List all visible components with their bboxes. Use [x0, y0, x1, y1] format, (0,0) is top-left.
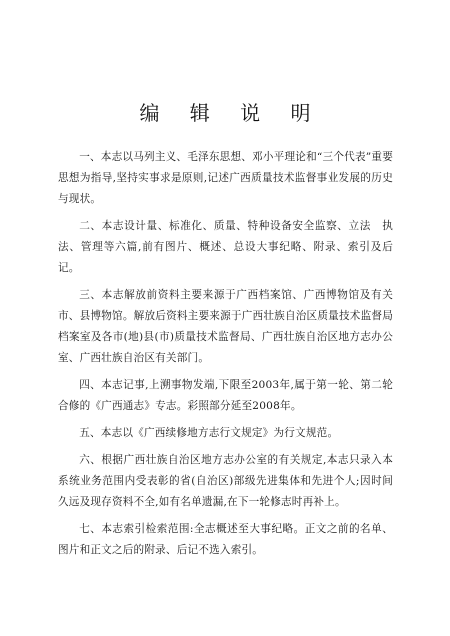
paragraph-5: 五、本志以《广西续修地方志行文规定》为行文规范。 [79, 427, 339, 439]
paragraph-2: 二、本志设计量、标准化、质量、特种设备安全监察、立法 执法、管理等六篇,前有图片、概述、总设大事纪略、附录、索引及后记。 [58, 220, 393, 274]
paragraph-4: 四、本志记事,上溯事物发端,下限至2003年,属于第一轮、第二轮合修的《广西通志》专志。彩照部分延至2008年。 [58, 379, 393, 412]
paragraph-7: 七、本志索引检索范围:全志概述至大事纪略。正文之前的名单、图片和正文之后的附录、后记不选入索引。 [58, 523, 393, 556]
paragraph-1: 一、本志以马列主义、毛泽东思想、邓小平理论和“三个代表”重要思想为指导,坚持实事求是原则,记述广西质量技术监督事业发展的历史与现状。 [58, 151, 393, 205]
document-body [58, 147, 393, 567]
paragraph-3: 三、本志解放前资料主要来源于广西档案馆、广西博物馆及有关市、县博物馆。解放后资料主要来源于广西壮族自治区质量技术监督局档案室及各市(地)县(市)质量技术监督局、广西壮族自治区地方志办公室、广西壮族自治区有关部门。 [58, 289, 393, 364]
paragraph-6: 六、根据广西壮族自治区地方志办公室的有关规定,本志只录入本系统业务范围内受表彰的省(自治区)部级先进集体和先进个人;因时间久远及现存资料不全,如有名单遗漏,在下一轮修志时再补上。 [58, 454, 393, 508]
page-title: 编 辑 说 明 [139, 101, 323, 125]
